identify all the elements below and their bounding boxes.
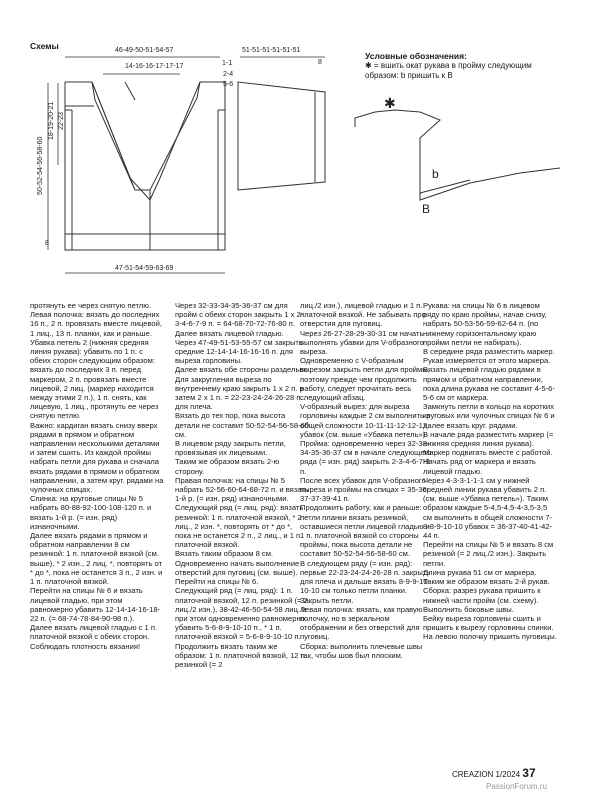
dim-armhole: 18-19-20-21 <box>48 101 55 140</box>
text-column-4: Рукава: на спицы № 6 в лицевом ряду по краю проймы, начав снизу, набрать 50-53-56-59-62-64 п. (по нижнему горизонтальному краю пройми петли не набирать). В середине ряда разместить маркер. Рукав измеряется от этого маркера. Вязать лицевой гладью рядами в прямом и обратном направлении, пока длина рукава не составит 4-5-6-5-6 см от маркера. Замкнуть петли в кольцо на коротких круговых или чулочных спицах № 6 и далее вязать круг. рядами. В начале ряда разместить маркер (= нижняя средняя линия рукава). Маркер подвигать вместе с работой. Начать ряд от маркера и вязать лицевой гладью. Через 4-3-3-1-1-1 см у нижней средней линии рукава убавить 2 п. (см. выше «Убавка петель»). Таким образом каждые 5-4,5-4,5-4-3,5-3,5 см выполнить в общей сложности 7-8-8-9-10-10 убавок = 36-37-40-41-42-44 п. Перейти на спицы № 5 и вязать 8 см резинкой (= 2 лиц./2 изн.). Закрыть петли. Длина рукава 51 см от маркера. Таким же образом вязать 2-й рукав. Сборка: разрез рукава пришить к нижней части пройм (см. схему). Выполнить боковые швы. Бейку выреза горловины сшить и пришить к вырезу горловины спинки. На левою полочку пришить пуговицы. <box>423 301 557 642</box>
dim-shoulder-steps2: 5-6 <box>223 81 234 88</box>
label-B: B <box>422 202 431 216</box>
sleeve-outline <box>238 82 325 190</box>
dim-body-top: 46-49-50-51-54-57 <box>115 47 174 54</box>
dim-sleeve-top: 51-51-51-51-51-51 <box>242 47 301 54</box>
text-column-2: Через 32-33-34-35-36-37 см для пройм с обеих сторон закрыть 1 х 2-3-4-6-7-9 п. = 64-68-70-72-76-80 п. Далее вязать лицевой гладью. Через 47-49-51-53-55-57 см закрыть средние 12-14-14-16-16-16 п. для выреза горловины. Далее вязать обе стороны раздельно. Для закругления выреза по внутреннему краю закрыть 1 х 2 п. и затем 2 х 1 п. = 22-23-24-24-26-28 п. для плеча. Вязать до тех пор, пока высота детали не составит 50-52-54-56-58-60 см. В лицевом ряду закрыть петли, провязывая их лицевыми. Таким же образом вязать 2-ю сторону. Правая полочка: на спицы № 5 набрать 52-56-60-64-68-72 п. и вязать 1-й р. (= изн. ряд) изнаночными. Следующий ряд (= лиц. ряд): вязать резинкой: 1 п. платочной вязкой, * 2 лиц., 2 изн. *, повторять от * до *, пока не останется 2 п., 2 лиц., и 1 п. платочной вязкой. Вязать таким образом 8 см. Одновременно начать выполнение отверстий для пуговиц (см. выше). Перейти на спицы № 6. Следующий ряд (= лиц. ряд): 1 п. платочной вязкой, 12 п. резинкой (= 2 лиц./2 изн.), 38-42-46-50-54-58 лиц. и при этом одновременно равномерно убавить 5-6-8-9-10-10 п., * 1 п. платочной вязкой = 5-6-8-9-10-10 п. Продолжить вязать таким же образом: 1 п. платочной вязкой, 12 п. резинкой (= 2 <box>175 301 310 669</box>
sleeve-cap-outline <box>355 110 560 200</box>
dim-total-height: 50-52-54-56-58-60 <box>37 136 44 195</box>
schemes-title: Схемы <box>30 41 59 51</box>
page-number: 37 <box>522 766 536 780</box>
legend-title: Условные обозначения: <box>365 51 467 61</box>
dim-shoulder-steps: 2-4 <box>223 71 234 78</box>
dim-armhole2: 22-23 <box>58 112 65 130</box>
dim-neck: 14-16-16-17-17-17 <box>125 63 184 70</box>
magazine-name: CREAZION 1/2024 <box>452 770 521 779</box>
text-column-3: лиц./2 изн.), лицевой гладью и 1 п. платочной вязкой. Не забывать про отверстия для пуговиц. Через 26-27-28-29-30-31 см начать выполнять убавки для V-образного выреза. Одновременно с V-образным вырезом закрыть петли для проймы, поэтому прежде чем продолжить работу, следует прочитать весь следующий абзац. V-образный вырез: для выреза горловины каждые 2 см выполнить в общей сложности 10-11-11-12-12-12 убавок (см. выше «Убавка петель»). Пройма: одновременно через 32-33-34-35-36-37 см в начале следующего ряда (= изн. ряд) закрыть 2-3-4-6-7-9 п. После всех убавок для V-образного выреза и проймы на спицах = 35-36-37-37-39-41 п. Продолжить работу, как и раньше: петли планки вязать резинкой, оставшиеся петли лицевой гладью и 1 п. платочной вязкой со стороны проймы, пока высота детали не составит 50-52-54-56-58-60 см. В следующем ряду (= изн. ряд): первые 22-23-24-24-26-28 п. закрыть для плеча и дальше вязать 8-9-9-10-10-10 см только петли планки. Закрыть петли. Левая полочка: вязать, как правую полочку, но в зеркальном отображении и без отверстий для пуговиц. Сборка: выполнить плечевые швы так, чтобы шов был плоским. <box>300 301 432 660</box>
dim-bottom: 47-51-54-59-63-69 <box>115 265 174 272</box>
dim-sleeve-cuff: 8 <box>318 59 322 66</box>
body-outline <box>65 82 225 250</box>
dim-rib: 8 <box>45 240 49 247</box>
dim-shoulder-slope: 1-1 <box>222 60 233 67</box>
label-b: b <box>432 167 439 181</box>
text-column-1: протянуть ее через снятую петлю. Левая полочка: вязать до последних 16 п., 2 п. провязать вместе лицевой, 1 лиц., 13 п. планки, как и раньше. Убавка петель 2 (нижняя средняя линия рукава): убавить по 1 п. с обеих сторон следующим образом: вязать до последних 3 п. перед маркером, 2 п. провязать вместе лицевой, 2 лиц. (маркер находится между этими 2 п.), 1 п. снять, как лицевую, 1 лиц., протянуть ее через снятую петлю. Важно: кардиган вязать снизу вверх рядами в прямом и обратном направлении несколькими деталями и затем сшить. Из каждой проймы набрать петли для рукава и сначала вязать рядами в прямом и обратном направлении, а затем круг. рядами на чулочных спицах. Спинка: на круговые спицы № 5 набрать 80-88-92-100-108-120 п. и вязать 1-й р. (= изн. ряд) изнаночными. Далее вязать рядами в прямом и обратном направлении 8 см резинкой: 1 п. платочной вязкой (см. выше), * 2 изн., 2 лиц. *, повторять от * до *, пока не останется 3 п., 2 изн. и 1 п. платочной вязкой. Перейти на спицы № 6 и вязать лицевой гладью, при этом равномерно убавить 12-14-14-16-18-22 п. (= 68-74-78-84-90-98 п.). Далее вязать лицевой гладью с 1 п. платочной вязкой с обеих сторон. Соблюдать плотность вязания! <box>30 301 164 651</box>
legend-text: ✱ = вшить окат рукава в пройму следующим образом: b пришить к B <box>365 61 532 80</box>
watermark: PassionForum.ru <box>486 782 547 791</box>
star-marker: ✱ <box>384 95 396 111</box>
page-footer <box>452 766 536 780</box>
schematic-diagram <box>0 0 592 300</box>
